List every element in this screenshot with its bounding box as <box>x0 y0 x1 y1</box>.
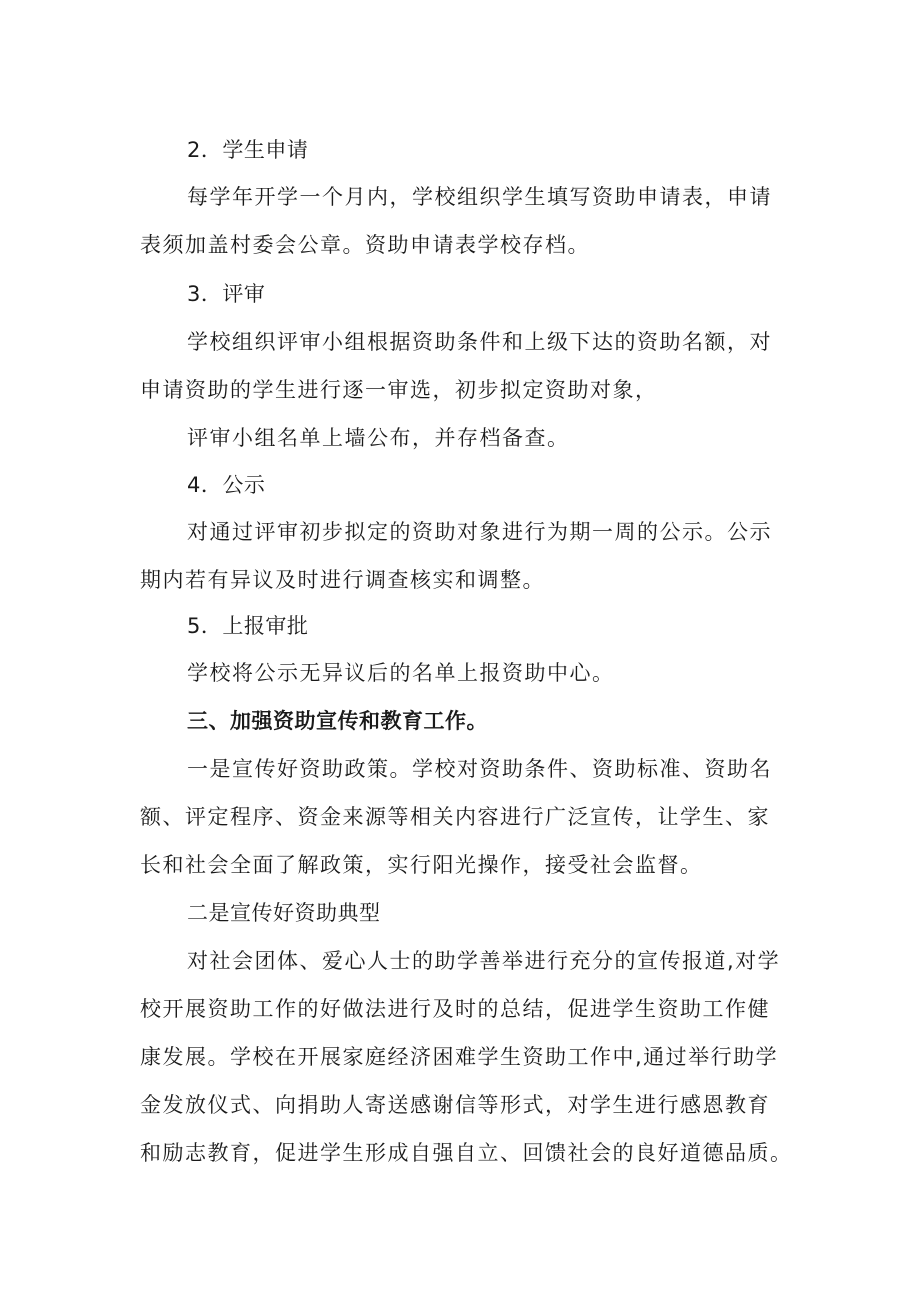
paragraph-line: 学校将公示无异议后的名单上报资助中心。 <box>187 661 615 685</box>
paragraph-line: 学校组织评审小组根据资助条件和上级下达的资助名额，对 <box>187 330 772 354</box>
paragraph-line: 长和社会全面了解政策，实行阳光操作，接受社会监督。 <box>140 853 703 877</box>
paragraph-line: 对社会团体、爱心人士的助学善举进行充分的宣传报道,对学 <box>187 949 781 973</box>
paragraph-line: 期内若有异议及时进行调查核实和调整。 <box>140 568 545 592</box>
paragraph-line: 校开展资助工作的好做法进行及时的总结，促进学生资助工作健 <box>140 997 770 1021</box>
section-heading-report-approval: 5．上报审批 <box>187 614 309 638</box>
paragraph-line: 金发放仪式、向捐助人寄送感谢信等形式，对学生进行感恩教育 <box>140 1093 770 1117</box>
paragraph-line: 一是宣传好资助政策。学校对资助条件、资助标准、资助名 <box>187 757 772 781</box>
paragraph-line: 康发展。学校在开展家庭经济困难学生资助工作中,通过举行助学 <box>140 1045 779 1069</box>
paragraph-line: 对通过评审初步拟定的资助对象进行为期一周的公示。公示 <box>187 520 772 544</box>
paragraph-line: 表须加盖村委会公章。资助申请表学校存档。 <box>140 233 590 257</box>
paragraph-line: 和励志教育，促进学生形成自强自立、回馈社会的良好道德品质。 <box>140 1141 793 1165</box>
section-heading-review: 3．评审 <box>187 282 266 306</box>
section-heading-publicity: 4．公示 <box>187 473 266 497</box>
chapter-heading-publicity-education: 三、加强资助宣传和教育工作。 <box>187 709 488 733</box>
subheading-typical-cases: 二是宣传好资助典型 <box>187 901 381 925</box>
paragraph-line: 申请资助的学生进行逐一审选，初步拟定资助对象， <box>140 378 658 402</box>
paragraph-line: 额、评定程序、资金来源等相关内容进行广泛宣传，让学生、家 <box>140 805 770 829</box>
section-heading-student-application: 2．学生申请 <box>187 138 309 162</box>
paragraph-line: 评审小组名单上墙公布，并存档备查。 <box>187 426 570 450</box>
paragraph-line: 每学年开学一个月内，学校组织学生填写资助申请表，申请 <box>187 185 772 209</box>
